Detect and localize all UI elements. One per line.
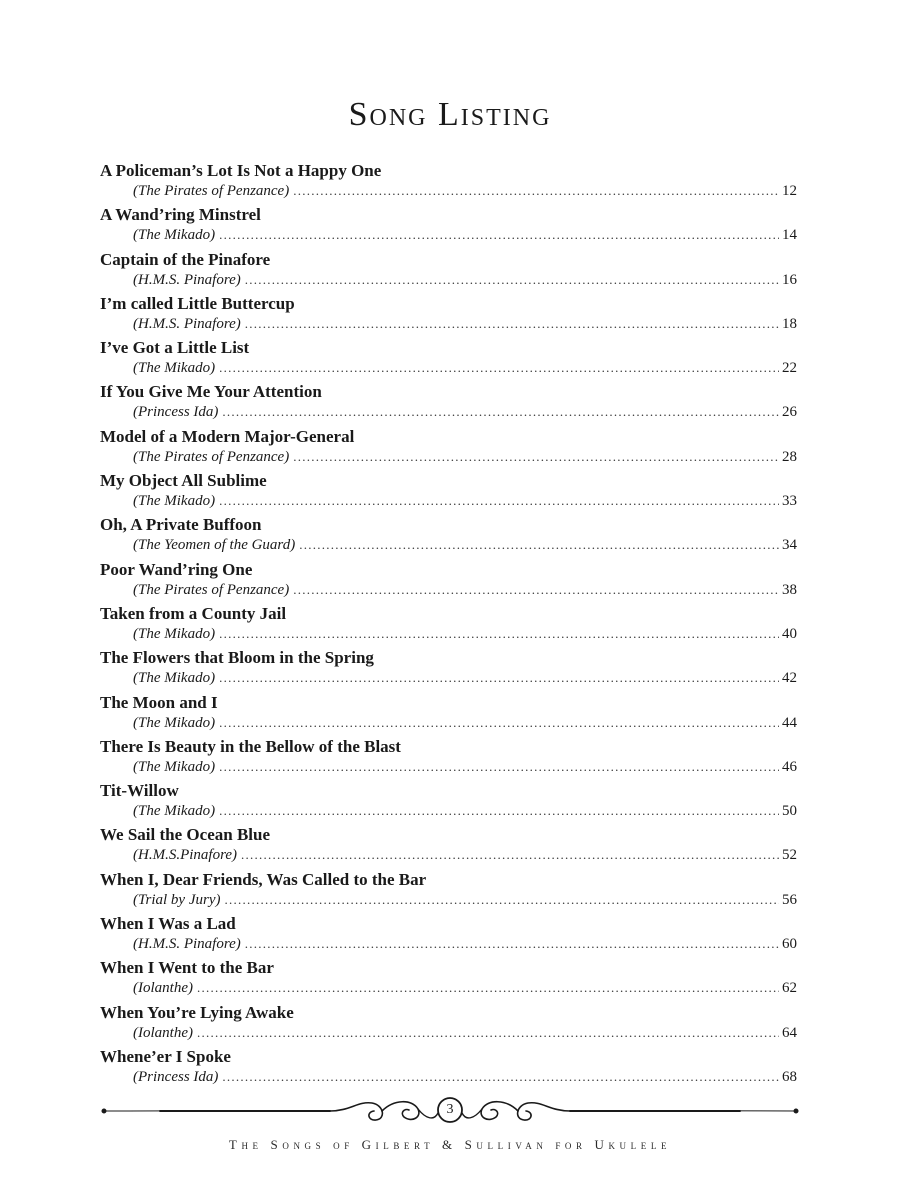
song-title: When I, Dear Friends, Was Called to the Bar	[100, 869, 427, 889]
dot-leader	[219, 225, 779, 245]
song-show: (Iolanthe)	[133, 980, 193, 997]
dot-leader	[197, 978, 779, 998]
song-detail-row	[100, 535, 797, 555]
song-title: There Is Beauty in the Bellow of the Blast	[100, 736, 401, 756]
song-title: We Sail the Ocean Blue	[100, 825, 270, 845]
list-item	[100, 957, 797, 1001]
song-page-number: 14	[782, 227, 797, 244]
list-item	[100, 381, 797, 425]
list-item	[100, 603, 797, 647]
list-item	[100, 1046, 797, 1090]
list-item	[100, 426, 797, 470]
song-show: (The Mikado)	[133, 227, 216, 244]
song-detail-row	[100, 845, 797, 865]
song-page-number: 50	[782, 803, 797, 820]
song-page-number: 42	[782, 670, 797, 687]
song-show: (Princess Ida)	[133, 404, 219, 421]
running-footer: The Songs of Gilbert & Sullivan for Ukulele	[228, 1137, 672, 1152]
song-title: The Flowers that Bloom in the Spring	[100, 648, 374, 668]
song-show: (H.M.S. Pinafore)	[133, 315, 241, 332]
song-title: The Moon and I	[100, 692, 218, 712]
song-title: Whene’er I Spoke	[100, 1046, 231, 1066]
dot-leader	[293, 447, 779, 467]
song-page-number: 22	[782, 360, 797, 377]
song-show: (The Mikado)	[133, 360, 216, 377]
song-show: (The Mikado)	[133, 493, 216, 510]
song-show: (The Mikado)	[133, 625, 216, 642]
song-title: If You Give Me Your Attention	[100, 382, 322, 402]
song-title: I’ve Got a Little List	[100, 338, 250, 358]
dot-leader	[225, 890, 780, 910]
song-page-number: 12	[782, 183, 797, 199]
song-detail-row	[100, 491, 797, 511]
song-page-number: 28	[782, 448, 797, 465]
dot-leader	[219, 801, 779, 821]
list-item	[100, 559, 797, 603]
list-item	[100, 824, 797, 868]
dot-leader	[197, 1023, 779, 1043]
list-item	[100, 869, 797, 913]
page-title: Song Listing	[348, 96, 552, 133]
song-show: (The Mikado)	[133, 803, 216, 820]
song-title: I’m called Little Buttercup	[100, 293, 295, 313]
list-item	[100, 470, 797, 514]
list-item	[100, 736, 797, 780]
song-page-number: 60	[782, 936, 797, 953]
dot-leader	[245, 314, 779, 334]
page-number: 3	[446, 1102, 454, 1117]
list-item	[100, 160, 797, 204]
song-detail-row	[100, 890, 797, 910]
song-title: Tit-Willow	[100, 781, 179, 801]
dot-leader	[219, 358, 779, 378]
song-show: (The Pirates of Penzance)	[133, 448, 290, 465]
song-title: Taken from a County Jail	[100, 603, 287, 623]
dot-leader	[293, 580, 779, 600]
song-show: (The Pirates of Penzance)	[133, 581, 290, 598]
dot-leader	[219, 668, 779, 688]
song-detail-row	[100, 801, 797, 821]
song-page-number: 64	[782, 1024, 797, 1041]
song-detail-row	[100, 1067, 797, 1087]
song-page-number: 44	[782, 714, 797, 731]
song-detail-row	[100, 314, 797, 334]
song-detail-row	[100, 757, 797, 777]
dot-leader	[219, 713, 779, 733]
song-page-number: 18	[782, 315, 797, 332]
song-detail-row	[100, 580, 797, 600]
song-title: My Object All Sublime	[100, 471, 267, 491]
list-item	[100, 1002, 797, 1046]
song-detail-row	[100, 270, 797, 290]
list-item	[100, 337, 797, 381]
song-title: A Policeman’s Lot Is Not a Happy One	[100, 161, 382, 180]
song-show: (H.M.S.Pinafore)	[133, 847, 238, 864]
song-title: Oh, A Private Buffoon	[100, 515, 262, 535]
song-page-number: 40	[782, 625, 797, 642]
song-show: (The Yeomen of the Guard)	[133, 537, 296, 554]
dot-leader	[241, 845, 779, 865]
list-item	[100, 514, 797, 558]
song-title: Captain of the Pinafore	[100, 249, 271, 269]
song-show: (Princess Ida)	[133, 1068, 219, 1085]
song-show: (The Mikado)	[133, 714, 216, 731]
song-detail-row	[100, 624, 797, 644]
dot-leader	[222, 1067, 779, 1087]
song-detail-row	[100, 668, 797, 688]
song-page-number: 38	[782, 581, 797, 598]
list-item	[100, 913, 797, 957]
dot-leader	[219, 624, 779, 644]
song-detail-row	[100, 181, 797, 201]
song-title: When I Was a Lad	[100, 914, 236, 934]
song-title: Poor Wand’ring One	[100, 559, 253, 579]
song-page-number: 26	[782, 404, 797, 421]
song-title: When You’re Lying Awake	[100, 1002, 294, 1022]
song-detail-row	[100, 358, 797, 378]
song-show: (Trial by Jury)	[133, 891, 221, 908]
list-item	[100, 780, 797, 824]
song-page-number: 68	[782, 1068, 797, 1085]
song-page-number: 62	[782, 980, 797, 997]
dot-leader	[245, 934, 779, 954]
song-detail-row	[100, 934, 797, 954]
song-list	[100, 160, 797, 1090]
song-page-number: 56	[782, 891, 797, 908]
list-item	[100, 647, 797, 691]
song-show: (H.M.S. Pinafore)	[133, 271, 241, 288]
song-detail-row	[100, 1023, 797, 1043]
song-detail-row	[100, 447, 797, 467]
dot-leader	[219, 491, 779, 511]
song-show: (The Mikado)	[133, 758, 216, 775]
song-show: (The Mikado)	[133, 670, 216, 687]
list-item	[100, 204, 797, 248]
list-item	[100, 692, 797, 736]
list-item	[100, 293, 797, 337]
song-page-number: 52	[782, 847, 797, 864]
dot-leader	[245, 270, 779, 290]
song-detail-row	[100, 402, 797, 422]
song-page-number: 33	[782, 493, 797, 510]
song-detail-row	[100, 978, 797, 998]
list-item	[100, 249, 797, 293]
song-title: When I Went to the Bar	[100, 958, 274, 978]
song-title: Model of a Modern Major-General	[100, 426, 355, 446]
song-detail-row	[100, 225, 797, 245]
song-show: (The Pirates of Penzance)	[133, 183, 290, 199]
song-show: (H.M.S. Pinafore)	[133, 936, 241, 953]
song-detail-row	[100, 713, 797, 733]
song-title: A Wand’ring Minstrel	[100, 205, 261, 225]
song-page-number: 16	[782, 271, 797, 288]
dot-leader	[222, 402, 779, 422]
song-page-number: 34	[782, 537, 797, 554]
dot-leader	[293, 181, 779, 201]
song-page-number: 46	[782, 758, 797, 775]
dot-leader	[219, 757, 779, 777]
song-show: (Iolanthe)	[133, 1024, 193, 1041]
dot-leader	[299, 535, 779, 555]
